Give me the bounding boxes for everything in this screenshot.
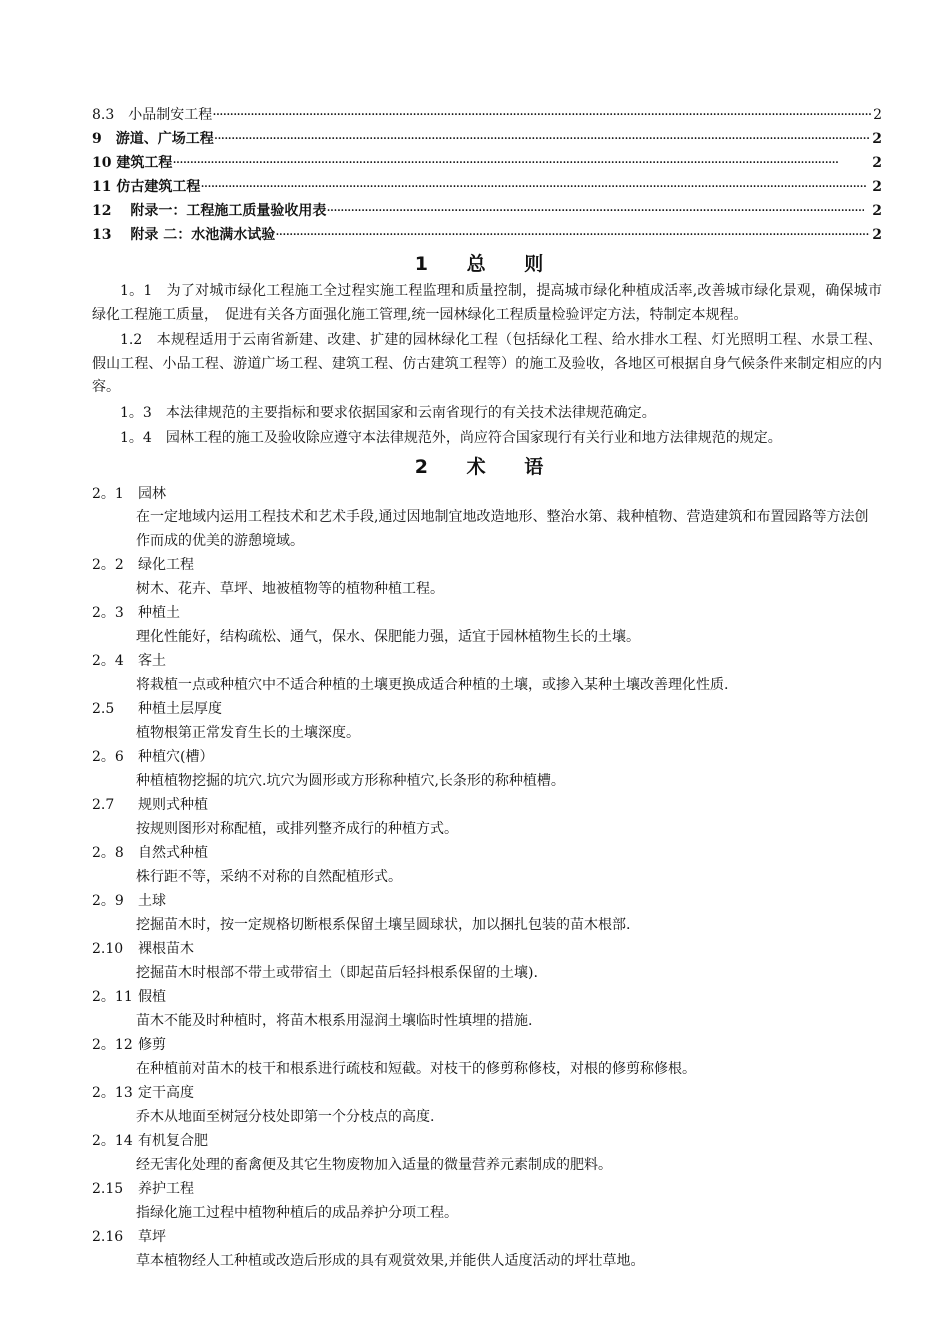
term-entry <box>92 650 882 697</box>
term-name: 养护工程 <box>138 1181 194 1197</box>
term-definition: 经无害化处理的畜禽便及其它生物废物加入适量的微量营养元素制成的肥料。 <box>136 1156 612 1173</box>
toc-entry-page: 2 <box>872 155 882 171</box>
term-entry <box>92 746 882 793</box>
term-name: 种植土层厚度 <box>138 701 222 717</box>
toc-leader-dots <box>212 104 871 128</box>
term-definition: 草本植物经人工种植或改造后形成的具有观赏效果,并能供人适度活动的坪壮草地。 <box>136 1252 645 1269</box>
term-definition: 乔木从地面至树冠分枝处即第一个分枝点的高度. <box>136 1108 435 1125</box>
term-entry <box>92 1082 882 1129</box>
toc-entry <box>92 152 882 176</box>
term-name: 客土 <box>138 653 166 669</box>
term-heading <box>92 1178 882 1202</box>
term-entry <box>92 986 882 1033</box>
toc-entry-page: 2 <box>872 203 882 219</box>
term-entry <box>92 938 882 985</box>
term-entry <box>92 483 882 554</box>
paragraph: 1。1 为了对城市绿化工程施工全过程实施工程监理和质量控制，提高城市绿化种植成活率,改善城市绿化景观，确保城市绿化工程施工质量， 促进有关各方面强化施工管理,统一园林绿化工程质量检验评定方法，特制定本规程。 <box>92 283 882 323</box>
term-name: 种植土 <box>138 605 180 621</box>
toc-leader-dots <box>326 200 864 224</box>
term-heading <box>92 1082 882 1106</box>
term-number: 2。12 <box>92 1037 133 1053</box>
term-heading <box>92 746 882 770</box>
toc-entry-label: 9 游道、广场工程 <box>92 131 214 147</box>
toc-leader-dots <box>172 152 870 176</box>
term-heading <box>92 842 882 866</box>
toc-entry-label: 10 建筑工程 <box>92 155 173 171</box>
term-definition: 将栽植一点或种植穴中不适合种植的土壤更换成适合种植的土壤，或掺入某种土壤改善理化性质. <box>136 676 729 693</box>
term-definition: 指绿化施工过程中植物种植后的成品养护分项工程。 <box>136 1204 458 1221</box>
table-of-contents <box>92 104 882 248</box>
term-heading <box>92 602 882 626</box>
term-definition: 苗木不能及时种植时，将苗木根系用湿润土壤临时性填埋的措施. <box>136 1012 533 1029</box>
toc-leader-dots <box>214 128 871 152</box>
term-number: 2。4 <box>92 653 124 669</box>
toc-entry-label: 12 附录一：工程施工质量验收用表 <box>92 203 327 219</box>
toc-entry-page: 2 <box>872 179 882 195</box>
term-number: 2。11 <box>92 989 133 1005</box>
toc-entry <box>92 176 882 200</box>
term-heading <box>92 1226 882 1250</box>
toc-entry-page: 2 <box>872 131 882 147</box>
term-number: 2。14 <box>92 1133 133 1149</box>
toc-entry-label: 13 附录 二：水池满水试验 <box>92 227 276 243</box>
toc-entry-label: 8.3 小品制安工程 <box>92 107 213 123</box>
term-number: 2。6 <box>92 749 124 765</box>
term-name: 绿化工程 <box>138 557 194 573</box>
term-heading <box>92 890 882 914</box>
term-entry <box>92 794 882 841</box>
term-heading <box>92 554 882 578</box>
term-entry <box>92 890 882 937</box>
term-heading <box>92 794 882 818</box>
term-heading <box>92 938 882 962</box>
term-entry <box>92 554 882 601</box>
term-entry <box>92 1178 882 1225</box>
term-number: 2.7 <box>92 797 115 813</box>
term-definition: 按规则图形对称配植，或排列整齐成行的种植方式。 <box>136 820 458 837</box>
term-number: 2。1 <box>92 485 124 502</box>
term-heading <box>92 698 882 722</box>
term-number: 2.5 <box>92 701 115 717</box>
term-name: 土球 <box>138 893 166 909</box>
toc-entry <box>92 104 882 128</box>
term-heading <box>92 483 882 507</box>
term-number: 2。3 <box>92 605 124 621</box>
term-name: 草坪 <box>138 1229 166 1245</box>
toc-entry <box>92 128 882 152</box>
term-heading <box>92 1034 882 1058</box>
term-number: 2.15 <box>92 1181 124 1197</box>
term-entry <box>92 1226 882 1273</box>
term-name: 自然式种植 <box>138 845 208 861</box>
toc-entry <box>92 200 882 224</box>
term-name: 假植 <box>138 989 166 1005</box>
paragraph: 1。4 园林工程的施工及验收除应遵守本法律规范外，尚应符合国家现行有关行业和地方法律规范的规定。 <box>120 430 782 446</box>
term-definition: 挖掘苗木时，按一定规格切断根系保留土壤呈圆球状，加以捆扎包装的苗木根部. <box>136 916 631 933</box>
term-definition: 在种植前对苗木的枝干和根系进行疏枝和短截。对枝干的修剪称修枝，对根的修剪称修根。 <box>136 1060 696 1077</box>
term-heading <box>92 1130 882 1154</box>
toc-leader-dots <box>200 176 870 200</box>
term-entry <box>92 842 882 889</box>
term-heading <box>92 650 882 674</box>
term-number: 2。8 <box>92 845 124 861</box>
paragraph: 1。3 本法律规范的主要指标和要求依据国家和云南省现行的有关技术法律规范确定。 <box>120 404 656 421</box>
chapter-2-section <box>92 453 882 1274</box>
term-definition: 树木、花卉、草坪、地被植物等的植物种植工程。 <box>136 580 444 597</box>
paragraph: 1.2 本规程适用于云南省新建、改建、扩建的园林绿化工程（包括绿化工程、给水排水工程、灯光照明工程、水景工程、假山工程、小品工程、游道广场工程、建筑工程、仿古建筑工程等）的施工及验收，各地区可根据自身气候条件来制定相应的内容。 <box>92 332 882 395</box>
toc-entry-page: 2 <box>873 107 882 123</box>
chapter-1-section <box>92 250 882 451</box>
chapter-title: 1 总 则 <box>414 253 560 275</box>
term-definition: 植物根第正常发育生长的土壤深度。 <box>136 724 360 741</box>
term-entry <box>92 698 882 745</box>
term-name: 裸根苗木 <box>138 941 194 957</box>
term-name: 修剪 <box>138 1037 166 1053</box>
toc-entry <box>92 224 882 248</box>
term-name: 园林 <box>138 485 166 502</box>
toc-leader-dots <box>275 224 870 248</box>
term-heading <box>92 986 882 1010</box>
term-definition: 在一定地域内运用工程技术和艺术手段,通过因地制宜地改造地形、整治水第、栽种植物、营造建筑和布置园路等方法创作而成的优美的游憩境域。 <box>136 509 869 549</box>
term-number: 2.16 <box>92 1229 124 1245</box>
term-name: 种植穴(槽） <box>138 749 214 765</box>
term-entry <box>92 602 882 649</box>
term-name: 规则式种植 <box>138 797 208 813</box>
term-number: 2。13 <box>92 1085 133 1101</box>
toc-entry-page: 2 <box>872 227 882 243</box>
term-name: 有机复合肥 <box>138 1133 208 1149</box>
term-definition: 挖掘苗木时根部不带土或带宿土（即起苗后轻抖根系保留的土壤). <box>136 964 538 981</box>
term-definition: 理化性能好，结构疏松、通气，保水、保肥能力强，适宜于园林植物生长的土壤。 <box>136 628 640 645</box>
chapter-title: 2 术 语 <box>414 455 560 478</box>
term-entry <box>92 1034 882 1081</box>
term-definition: 株行距不等，采纳不对称的自然配植形式。 <box>136 868 402 885</box>
term-definition: 种植植物挖掘的坑穴.坑穴为圆形或方形称种植穴,长条形的称种植槽。 <box>136 772 565 789</box>
document-page <box>92 104 882 1274</box>
term-number: 2.10 <box>92 941 124 957</box>
term-entry <box>92 1130 882 1177</box>
term-name: 定干高度 <box>138 1085 194 1101</box>
terms-list <box>92 483 882 1274</box>
term-number: 2。2 <box>92 557 124 573</box>
toc-entry-label: 11 仿古建筑工程 <box>92 179 201 195</box>
term-number: 2。9 <box>92 893 124 909</box>
